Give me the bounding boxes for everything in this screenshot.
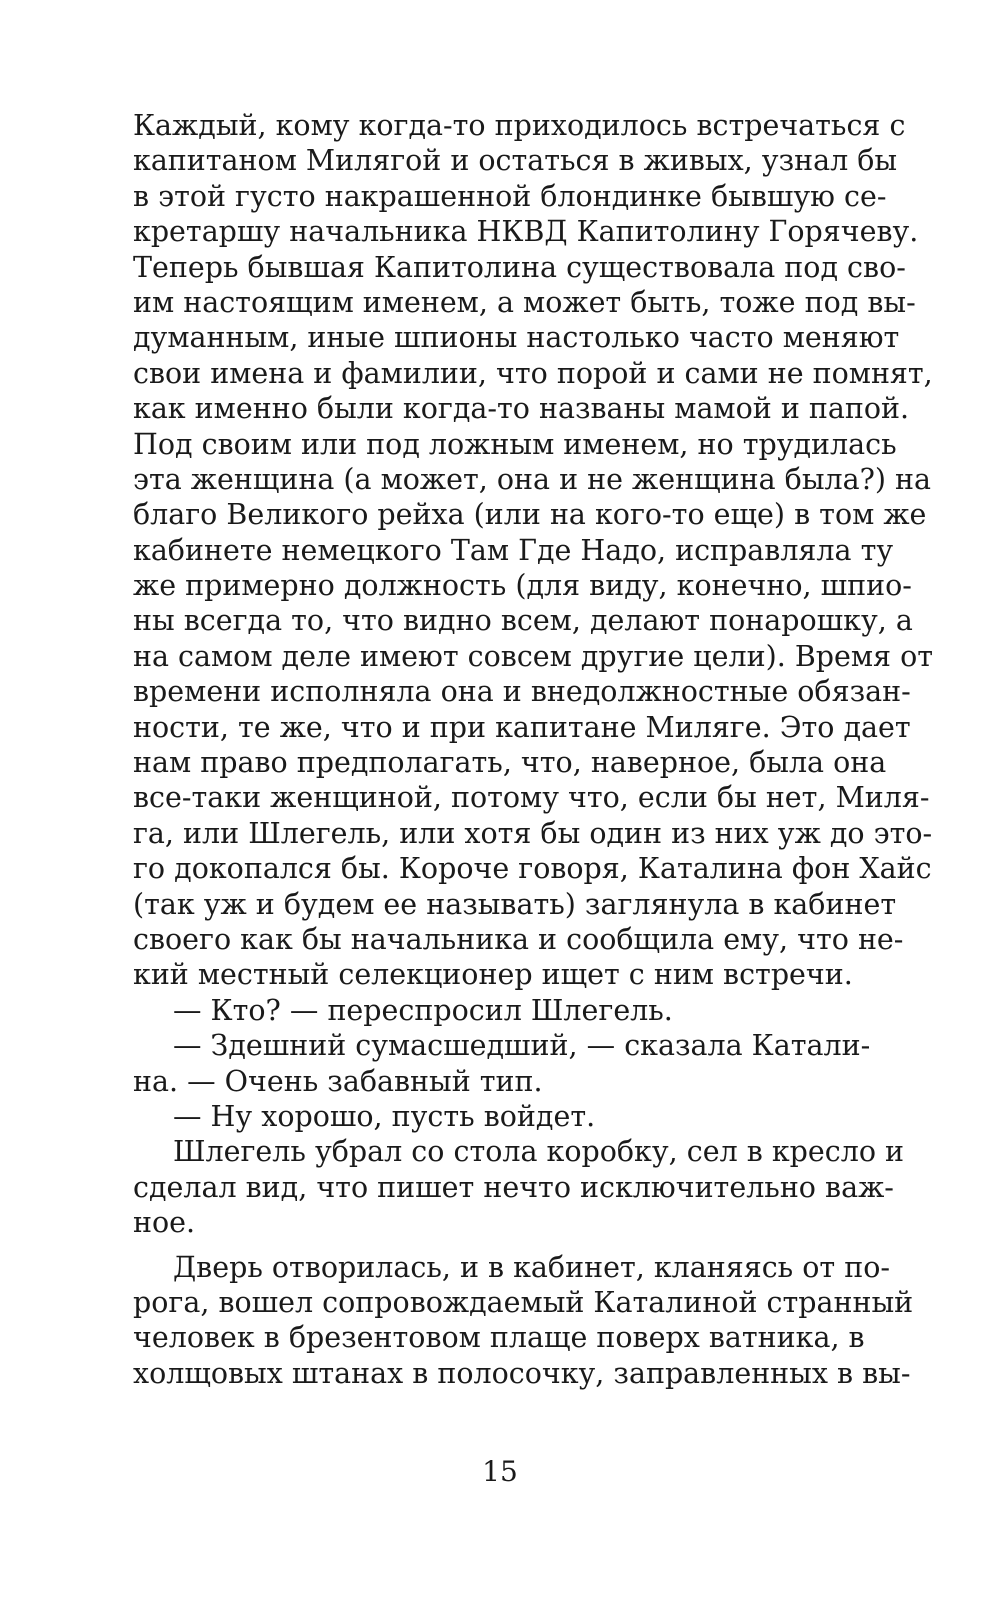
text-line: га, или Шлегель, или хотя бы один из них уж до это- <box>133 816 933 850</box>
text-line: на. — Очень забавный тип. <box>133 1064 543 1098</box>
text-line: (так уж и будем ее называть) заглянула в кабинет <box>133 887 897 921</box>
text-line: нам право предполагать, что, наверное, была она <box>133 746 887 780</box>
text-line: кретаршу начальника НКВД Капитолину Горячеву. <box>133 215 919 249</box>
text-line: человек в брезентовом плаще поверх ватника, в <box>133 1321 865 1355</box>
text-line: же примерно должность (для виду, конечно, шпио- <box>133 569 912 603</box>
page-body <box>133 108 934 1391</box>
page-number: 15 <box>482 1455 518 1488</box>
text-line: го докопался бы. Короче говоря, Каталина фон Хайс <box>133 852 932 886</box>
text-line: Под своим или под ложным именем, но трудилась <box>133 427 897 461</box>
text-line: Теперь бывшая Капитолина существовала под сво- <box>133 250 906 284</box>
text-line: ности, те же, что и при капитане Миляге. Это дает <box>133 710 911 744</box>
text-line: все-таки женщиной, потому что, если бы нет, Миля- <box>133 781 930 815</box>
text-line: эта женщина (а может, она и не женщина была?) на <box>133 462 932 496</box>
text-line: рога, вошел сопровождаемый Каталиной странный <box>133 1285 914 1319</box>
paragraph <box>133 993 839 1028</box>
text-line: им настоящим именем, а может быть, тоже под вы- <box>133 285 916 319</box>
paragraph <box>133 1099 839 1134</box>
text-line: как именно были когда-то названы мамой и папой. <box>133 392 910 426</box>
text-line: думанным, иные шпионы настолько часто меняют <box>133 321 900 355</box>
paragraph-gap <box>133 1241 839 1250</box>
text-line: свои имена и фамилии, что порой и сами не помнят, <box>133 356 933 390</box>
paragraph <box>133 1134 905 1240</box>
text-line: капитаном Милягой и остаться в живых, узнал бы <box>133 144 898 178</box>
paragraph <box>133 1028 871 1099</box>
text-line: Шлегель убрал со стола коробку, сел в кресло и <box>173 1135 905 1169</box>
text-line: благо Великого рейха (или на кого-то еще) в том же <box>133 498 927 532</box>
text-line: — Кто? — переспросил Шлегель. <box>173 993 673 1027</box>
text-line: Дверь отворилась, и в кабинет, кланяясь от по- <box>173 1250 890 1284</box>
text-line: кабинете немецкого Там Где Надо, исправляла ту <box>133 533 894 567</box>
paragraph <box>133 108 934 993</box>
text-line: сделал вид, что пишет нечто исключительно важ- <box>133 1170 894 1204</box>
text-line: холщовых штанах в полосочку, заправленных в вы- <box>133 1356 911 1390</box>
text-line: в этой густо накрашенной блондинке бывшую се- <box>133 179 887 213</box>
paragraph <box>133 1250 914 1392</box>
text-line: Каждый, кому когда-то приходилось встречаться с <box>133 109 906 142</box>
text-line: ное. <box>133 1206 196 1240</box>
text-line: своего как бы начальника и сообщила ему, что не- <box>133 922 904 956</box>
text-line: ны всегда то, что видно всем, делают понарошку, а <box>133 604 913 638</box>
text-line: — Здешний сумасшедший, — сказала Катали- <box>173 1029 871 1063</box>
text-line: на самом деле имеют совсем другие цели). Время от <box>133 639 934 673</box>
text-line: времени исполняла она и внедолжностные обязан- <box>133 675 911 709</box>
text-line: кий местный селекционер ищет с ним встречи. <box>133 958 853 992</box>
text-line: — Ну хорошо, пусть войдет. <box>173 1099 596 1133</box>
